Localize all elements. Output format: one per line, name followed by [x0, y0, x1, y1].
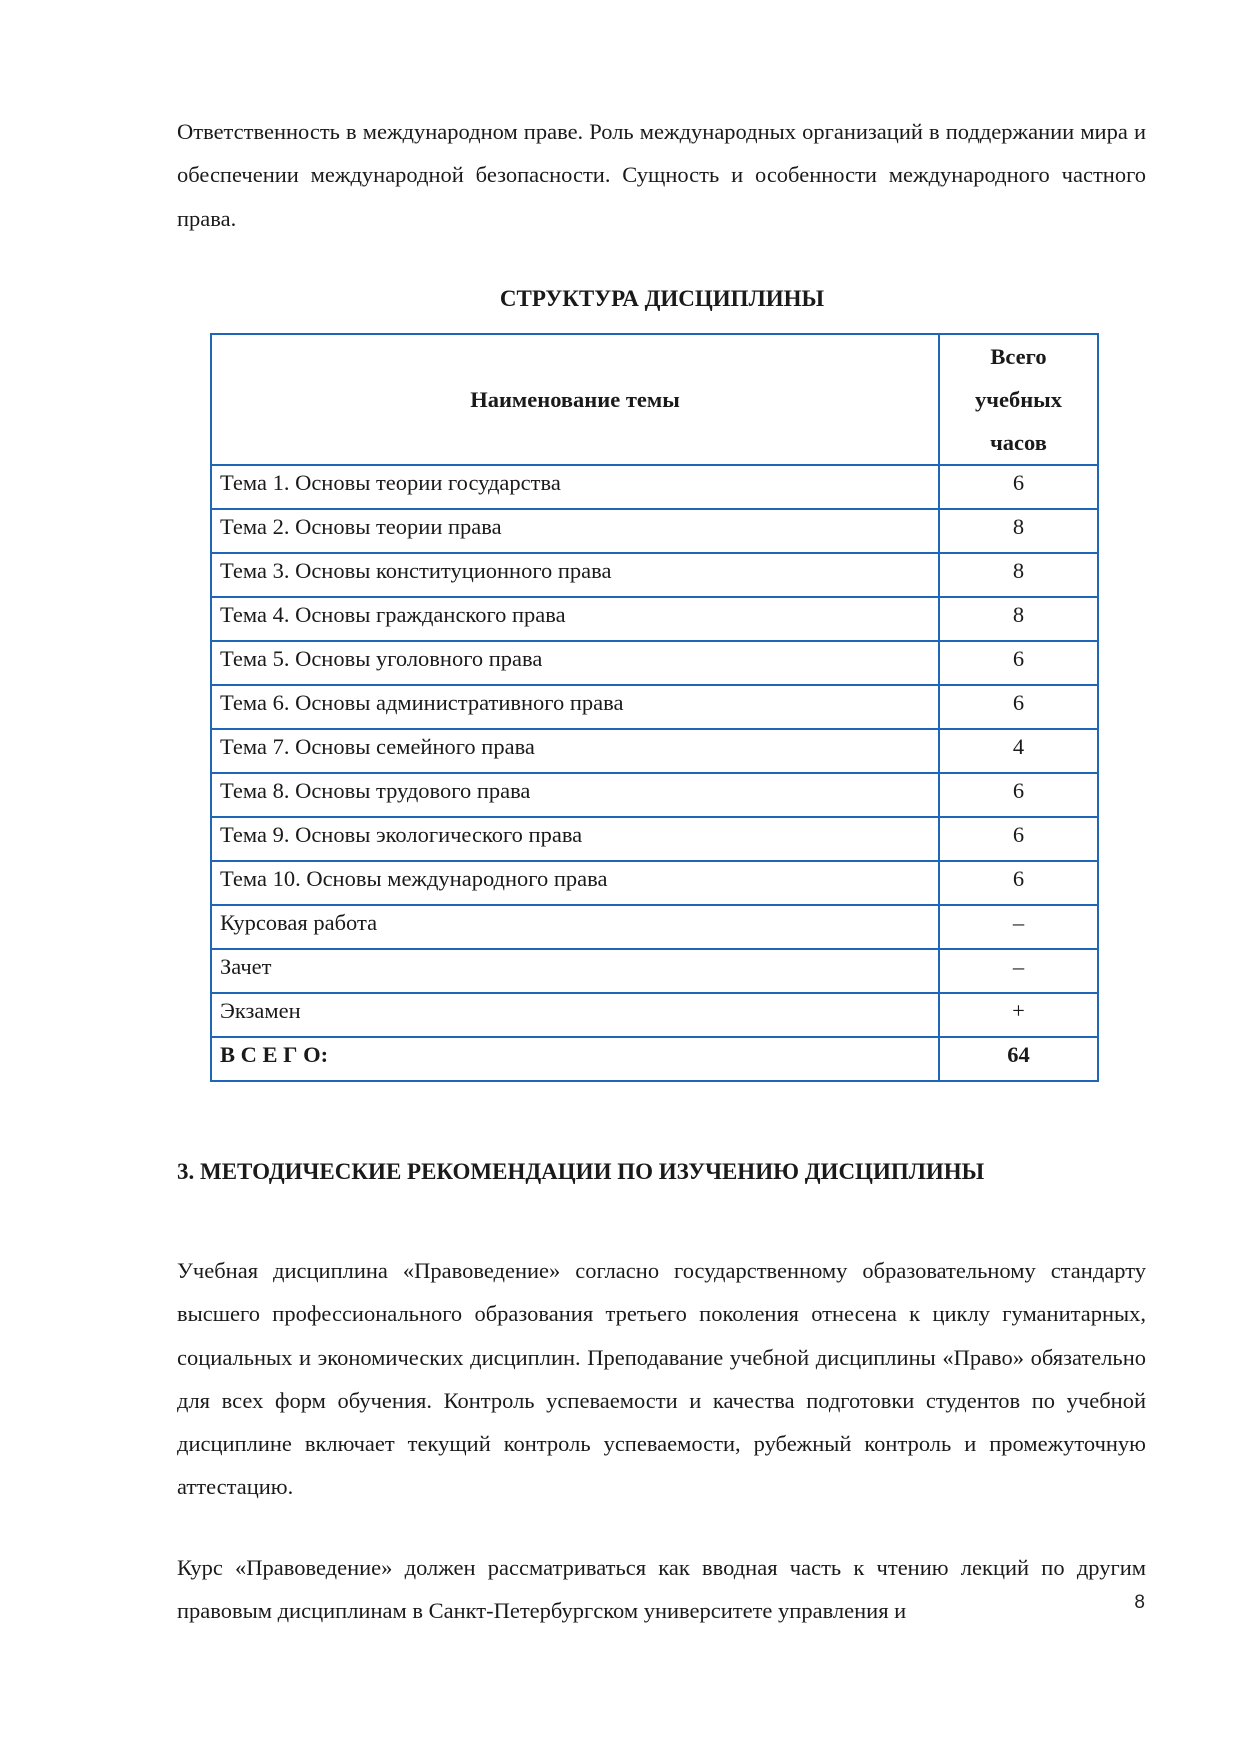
topic-name: Тема 7. Основы семейного права	[211, 729, 939, 773]
topic-name: Зачет	[211, 949, 939, 993]
total-label: В С Е Г О:	[211, 1037, 939, 1081]
topic-hours: 6	[939, 465, 1098, 509]
topic-name: Тема 4. Основы гражданского права	[211, 597, 939, 641]
topic-name: Тема 8. Основы трудового права	[211, 773, 939, 817]
table-row	[211, 641, 1098, 685]
table-row	[211, 553, 1098, 597]
topic-name: Тема 10. Основы международного права	[211, 861, 939, 905]
section-3-paragraph-1: Учебная дисциплина «Правоведение» согласно государственному образовательному стандарту высшего профессионального образования третьего поколения отнесена к циклу гуманитарных, социальных и экономических дисциплин. Преподавание учебной дисциплины «Право» обязательно для всех форм обучения. Контроль успеваемости и качества подготовки студентов по учебной дисциплине включает текущий контроль успеваемости, рубежный контроль и промежуточную аттестацию.	[177, 1258, 1146, 1500]
topic-name: Курсовая работа	[211, 905, 939, 949]
topic-name: Тема 5. Основы уголовного права	[211, 641, 939, 685]
topic-hours: 6	[939, 861, 1098, 905]
intro-paragraph: Ответственность в международном праве. Роль международных организаций в поддержании мира и обеспечении международной безопасности. Сущность и особенности международного частного права.	[177, 119, 1146, 231]
topic-name: Экзамен	[211, 993, 939, 1037]
topic-name: Тема 2. Основы теории права	[211, 509, 939, 553]
total-hours: 64	[939, 1037, 1098, 1081]
structure-title: СТРУКТУРА ДИСЦИПЛИНЫ	[499, 286, 825, 311]
page-number: 8	[1134, 1592, 1145, 1613]
table-total-row	[211, 1037, 1098, 1081]
table-row	[211, 993, 1098, 1037]
table-row	[211, 949, 1098, 993]
table-row	[211, 685, 1098, 729]
topic-hours: 6	[939, 641, 1098, 685]
table-row	[211, 465, 1098, 509]
topic-hours: 8	[939, 553, 1098, 597]
topic-hours: 4	[939, 729, 1098, 773]
section-3-paragraph-2: Курс «Правоведение» должен рассматриваться как вводная часть к чтению лекций по другим правовым дисциплинам в Санкт-Петербургском университете управления и	[177, 1555, 1146, 1624]
topic-hours: 6	[939, 817, 1098, 861]
topic-hours: 6	[939, 773, 1098, 817]
topic-hours: –	[939, 905, 1098, 949]
table-row	[211, 861, 1098, 905]
section-3-heading: 3. МЕТОДИЧЕСКИЕ РЕКОМЕНДАЦИИ ПО ИЗУЧЕНИЮ ДИСЦИПЛИНЫ	[177, 1159, 985, 1184]
table-row	[211, 597, 1098, 641]
table-row	[211, 509, 1098, 553]
table-row	[211, 773, 1098, 817]
topic-hours: –	[939, 949, 1098, 993]
topic-hours: 6	[939, 685, 1098, 729]
topic-hours: 8	[939, 509, 1098, 553]
topic-name: Тема 9. Основы экологического права	[211, 817, 939, 861]
header-total-hours: Всего учебных часов	[939, 334, 1098, 465]
topic-name: Тема 1. Основы теории государства	[211, 465, 939, 509]
header-topic-name: Наименование темы	[211, 334, 939, 465]
table-header-row	[211, 334, 1098, 465]
topic-hours: 8	[939, 597, 1098, 641]
table-row	[211, 729, 1098, 773]
structure-table	[210, 333, 1099, 1082]
table-row	[211, 905, 1098, 949]
topic-name: Тема 3. Основы конституционного права	[211, 553, 939, 597]
table-row	[211, 817, 1098, 861]
topic-name: Тема 6. Основы административного права	[211, 685, 939, 729]
topic-hours: +	[939, 993, 1098, 1037]
